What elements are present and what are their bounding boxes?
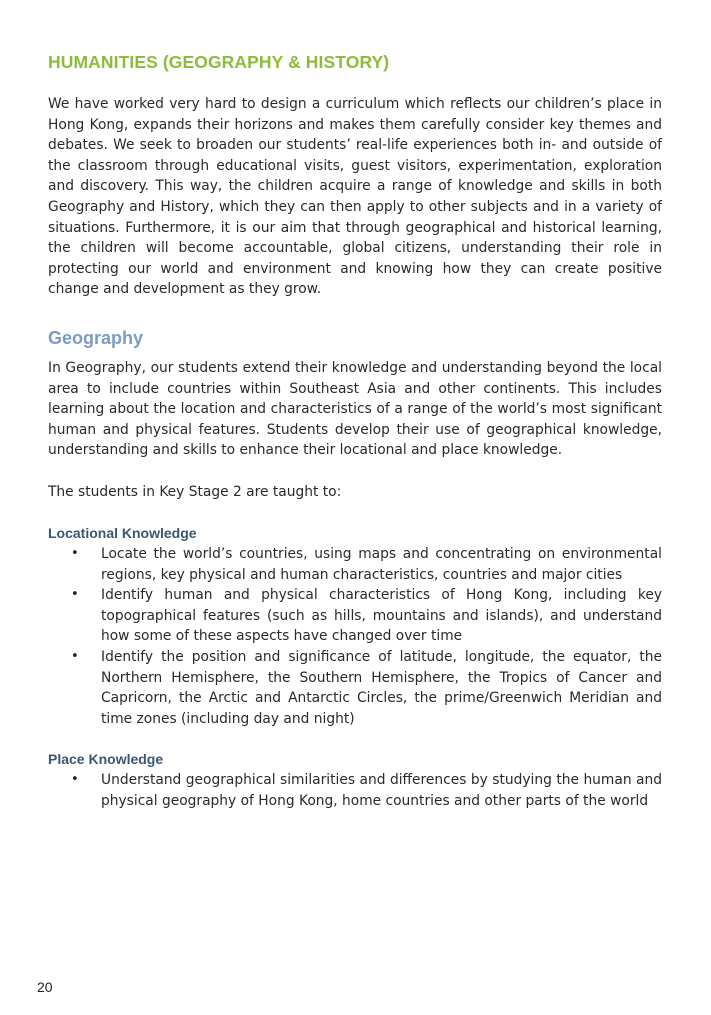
list-item (48, 770, 662, 811)
list-item-text: Understand geographical similarities and differences by studying the human and physical geography of Hong Kong, home countries and other parts of the world (101, 772, 662, 810)
page-number: 20 (37, 979, 53, 995)
bullet-icon: • (71, 587, 79, 603)
list-item-text: Identify human and physical characteristics of Hong Kong, including key topographical features (such as hills, mountains and islands), and understand how some of these aspects have changed over time (101, 587, 662, 645)
page-title: HUMANITIES (GEOGRAPHY & HISTORY) (48, 52, 390, 72)
geography-intro-paragraph: In Geography, our students extend their knowledge and understanding beyond the local area to include countries within Southeast Asia and other continents. This includes learning about the location and characteristics of a range of the world’s most significant human and physical features. Students develop their use of geographical knowledge, understanding and skills to enhance their locational and place knowledge. (48, 359, 662, 459)
place-knowledge-heading: Place Knowledge (48, 751, 164, 768)
list-item (48, 647, 662, 729)
locational-knowledge-list (48, 544, 662, 729)
list-item-text: Locate the world’s countries, using maps and concentrating on environmental regions, key physical and human characteristics, countries and major cities (101, 546, 662, 583)
key-stage-line: The students in Key Stage 2 are taught to: (48, 483, 342, 500)
list-item (48, 585, 662, 647)
list-item-text: Identify the position and significance of latitude, longitude, the equator, the Northern Hemisphere, the Southern Hemisphere, the Tropics of Cancer and Capricorn, the Arctic and Antarctic Circles, the prime/Greenwich Meridian and time zones (including day and night) (101, 649, 662, 727)
bullet-icon: • (71, 772, 79, 788)
document-page (48, 50, 662, 812)
locational-knowledge-heading: Locational Knowledge (48, 525, 197, 542)
place-knowledge-list (48, 770, 662, 811)
bullet-icon: • (71, 649, 79, 665)
geography-heading: Geography (48, 327, 144, 348)
bullet-icon: • (71, 546, 79, 562)
intro-paragraph: We have worked very hard to design a curriculum which reflects our children’s place in Hong Kong, expands their horizons and makes them carefully consider key themes and debates. We seek to broaden our students’ real-life experiences both in- and outside of the classroom through educational visits, guest visitors, experimentation, exploration and discovery. This way, the children acquire a range of knowledge and skills in both Geography and History, which they can then apply to other subjects and in a variety of situations. Furthermore, it is our aim that through geographical and historical learning, the children will become accountable, global citizens, understanding their role in protecting our world and environment and knowing how they can create positive change and development as they grow. (48, 96, 662, 298)
list-item (48, 544, 662, 585)
